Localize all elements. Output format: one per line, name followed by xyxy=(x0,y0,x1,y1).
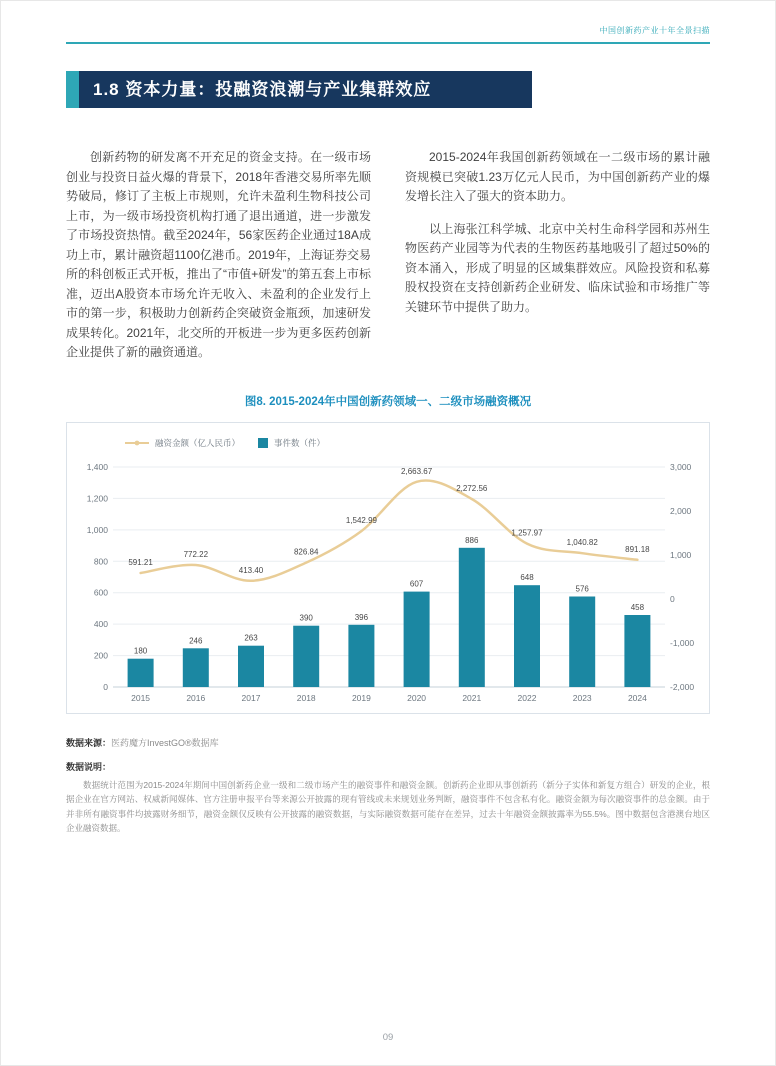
svg-text:2021: 2021 xyxy=(462,692,482,703)
svg-text:融资金额（亿人民币）: 融资金额（亿人民币） xyxy=(155,437,241,448)
svg-text:2023: 2023 xyxy=(572,692,592,703)
section-title: 1.8 资本力量：投融资浪潮与产业集群效应 xyxy=(93,80,432,99)
data-source-label: 数据来源： xyxy=(66,737,112,748)
left-axis-ticks xyxy=(87,462,109,692)
data-note-text: 数据统计范围为2015-2024年期间中国创新药企业一级和二级市场产生的融资事件和融资金额。创新药企业即从事创新药（新分子实体和新复方组合）研发的企业，根据企业在官方网站、权威新闻媒体、官方注册申报平台等来源公开披露的现有管线或未来规划业务判断，融资事件不包含私有化。融资金额为每次融资事件的总金额。由于并非所有融资事件均披露财务细节，融资金额仅反映有公开披露的融资数据，与实际融资数据可能存在差异，过去十年融资金额披露率为55.5%。图中数据包含港澳台地区企业融资数据。 xyxy=(66,779,710,833)
svg-text:600: 600 xyxy=(93,587,108,598)
paragraph: 2015-2024年我国创新药领域在一二级市场的累计融资规模已突破1.23万亿元人民币，为中国创新药产业的爆发增长注入了强大的资本助力。 xyxy=(405,150,710,203)
funding-chart xyxy=(67,423,711,713)
svg-text:2015: 2015 xyxy=(131,692,151,703)
svg-text:396: 396 xyxy=(354,612,369,622)
svg-text:826.84: 826.84 xyxy=(293,547,319,557)
section-title-banner xyxy=(66,71,532,108)
svg-text:2016: 2016 xyxy=(186,692,206,703)
svg-text:2022: 2022 xyxy=(517,692,537,703)
x-axis-labels xyxy=(131,693,647,703)
svg-text:-2,000: -2,000 xyxy=(670,681,695,692)
svg-text:576: 576 xyxy=(575,584,589,593)
left-column xyxy=(66,148,371,376)
header-divider xyxy=(66,42,710,44)
page-header xyxy=(1,1,775,44)
figure-title: 图8. 2015-2024年中国创新药领域一、二级市场融资概况 xyxy=(244,395,532,408)
chart-frame xyxy=(66,422,710,714)
svg-text:1,040.82: 1,040.82 xyxy=(566,537,598,547)
svg-text:2,272.56: 2,272.56 xyxy=(456,483,488,493)
svg-text:413.40: 413.40 xyxy=(238,565,264,575)
body-columns xyxy=(1,108,775,376)
right-axis-ticks xyxy=(670,462,694,692)
svg-text:772.22: 772.22 xyxy=(183,549,209,559)
svg-text:1,257.97: 1,257.97 xyxy=(511,528,543,538)
svg-text:2,000: 2,000 xyxy=(670,505,692,516)
svg-text:263: 263 xyxy=(244,633,258,643)
svg-text:2017: 2017 xyxy=(241,692,261,703)
svg-text:246: 246 xyxy=(189,635,203,645)
report-header-title: 中国创新药产业十年全景扫描 xyxy=(599,26,710,35)
svg-text:607: 607 xyxy=(409,579,424,589)
svg-text:1,000: 1,000 xyxy=(670,549,692,560)
svg-text:2020: 2020 xyxy=(407,692,427,703)
notes-section xyxy=(1,714,775,836)
event-count-bars xyxy=(128,547,651,686)
svg-text:0: 0 xyxy=(103,681,108,692)
chart-legend xyxy=(125,438,325,448)
svg-text:2024: 2024 xyxy=(627,692,647,703)
svg-text:400: 400 xyxy=(93,618,108,629)
svg-text:390: 390 xyxy=(299,613,313,623)
svg-text:200: 200 xyxy=(93,650,108,661)
svg-text:0: 0 xyxy=(670,593,675,604)
svg-text:1,000: 1,000 xyxy=(86,524,108,535)
svg-text:458: 458 xyxy=(630,602,645,612)
svg-text:800: 800 xyxy=(93,555,108,566)
data-source-value: 医药魔方InvestGO®数据库 xyxy=(111,737,219,748)
right-column xyxy=(405,148,710,376)
svg-text:1,542.99: 1,542.99 xyxy=(345,515,377,525)
svg-text:891.18: 891.18 xyxy=(625,544,650,554)
funding-amount-line xyxy=(141,480,638,580)
svg-text:2019: 2019 xyxy=(351,692,371,703)
svg-text:2018: 2018 xyxy=(296,692,316,703)
page-number: 09 xyxy=(382,1032,394,1043)
paragraph: 以上海张江科学城、北京中关村生命科学园和苏州生物医药产业园等为代表的生物医药基地吸引了超过50%的资本涌入，形成了明显的区域集群效应。风险投资和私募股权投资在支持创新药企业研发、临床试验和市场推广等关键环节中提供了助力。 xyxy=(405,221,710,314)
svg-text:1,200: 1,200 xyxy=(86,492,108,503)
svg-text:886: 886 xyxy=(465,535,479,545)
data-source-line xyxy=(66,736,710,749)
svg-text:事件数（件）: 事件数（件） xyxy=(274,437,326,448)
svg-text:591.21: 591.21 xyxy=(128,557,153,567)
svg-text:180: 180 xyxy=(133,646,148,656)
data-note-label: 数据说明： xyxy=(66,761,112,772)
svg-text:-1,000: -1,000 xyxy=(670,637,695,648)
svg-text:3,000: 3,000 xyxy=(670,461,692,472)
svg-text:648: 648 xyxy=(520,572,534,582)
svg-text:1,400: 1,400 xyxy=(86,461,108,472)
banner-accent-bar xyxy=(66,71,79,108)
paragraph: 创新药物的研发离不开充足的资金支持。在一级市场创业与投资日益火爆的背景下，2018年香港交易所率先顺势破局，修订了主板上市规则，允许未盈利生物科技公司上市，为一级市场投资机构打通了退出通道，进一步激发了市场投资热情。截至2024年，56家医药企业通过18A成功上市，累计融资超1100亿港币。2019年，上海证券交易所的科创板正式开板，推出了“市值+研发”的第五套上市标准，迈出A股资本市场允许无收入、未盈利的企业发行上市的第一步，积极助力创新药企突破资金瓶颈，加速研发成果转化。2021年，北交所的开板进一步为更多医药创新企业提供了新的融资通道。 xyxy=(66,150,371,359)
svg-text:2,663.67: 2,663.67 xyxy=(401,466,433,476)
line-value-labels xyxy=(128,466,650,574)
bar-value-labels xyxy=(134,535,645,655)
